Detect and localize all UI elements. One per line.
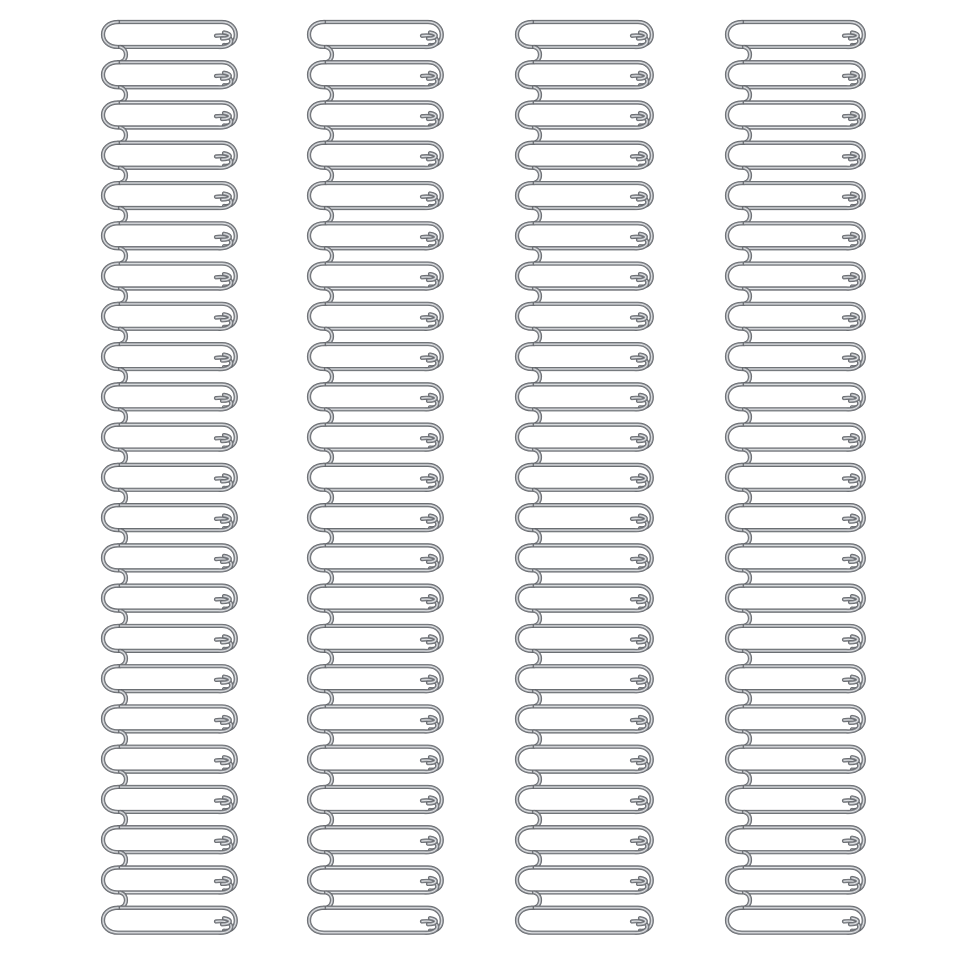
wire-loop [517,706,652,746]
wire-loop [103,747,236,787]
wire-loop [309,908,442,933]
wire-loop [309,223,442,263]
wire-loop [103,827,236,867]
wire-loop [309,706,442,746]
wire-loop [103,384,236,424]
wire-loop [103,344,236,384]
wire-loop [727,223,864,263]
wire-loop [727,143,864,183]
wire-loop [727,827,864,867]
wire-loop [103,183,236,223]
wire-loop [309,22,442,62]
wire-loop [517,384,652,424]
wire-spine [103,22,236,933]
wire-loop [309,425,442,465]
wire-loop [517,143,652,183]
wire-loop [517,62,652,102]
wire-loop [103,465,236,505]
wire-loop [103,626,236,666]
wire-loop [727,908,864,933]
wire-loop [727,787,864,827]
wire-loop [309,264,442,304]
wire-loop [517,908,652,933]
wire-loop [103,223,236,263]
wire-loop [517,103,652,143]
wire-loop [517,304,652,344]
wire-loop [727,706,864,746]
wire-loop [103,143,236,183]
wire-loop [727,344,864,384]
wire-loop [727,62,864,102]
wire-loop [727,666,864,706]
wire-loop [517,827,652,867]
wire-loop [309,787,442,827]
wire-loop [103,787,236,827]
wire-loop [309,143,442,183]
wire-loop [727,425,864,465]
wire-loop [727,867,864,907]
wire-loop [727,22,864,62]
wire-loop [103,706,236,746]
wire-loop [727,586,864,626]
wire-loop [103,666,236,706]
wire-loop [309,666,442,706]
wire-loop [517,344,652,384]
wire-loop [309,304,442,344]
wire-loop [309,626,442,666]
wire-spine [727,22,864,933]
wire-loop [517,264,652,304]
wire-loop [727,183,864,223]
wire-loop [517,545,652,585]
wire-loop [517,787,652,827]
wire-loop [517,465,652,505]
wire-loop [517,425,652,465]
wire-loop [727,505,864,545]
wire-loop [727,304,864,344]
wire-loop [517,22,652,62]
wire-loop [309,344,442,384]
wire-spine [309,22,442,933]
wire-loop [517,626,652,666]
wire-loop [517,223,652,263]
wire-loop [309,62,442,102]
wire-loop [727,545,864,585]
wire-loop [727,264,864,304]
wire-loop [309,545,442,585]
wire-loop [517,586,652,626]
wire-loop [727,626,864,666]
wire-loop [103,425,236,465]
wire-loop [517,183,652,223]
wire-loop [309,103,442,143]
wire-loop [517,505,652,545]
wire-loop [309,586,442,626]
wire-loop [103,867,236,907]
wire-loop [103,103,236,143]
wire-loop [309,867,442,907]
wire-loop [309,827,442,867]
wire-loop [727,384,864,424]
wire-loop [103,908,236,933]
wire-loop [727,103,864,143]
wire-loop [103,304,236,344]
wire-loop [103,545,236,585]
wire-loop [517,867,652,907]
wire-loop [727,465,864,505]
wire-loop [103,22,236,62]
wire-loop [517,747,652,787]
wire-loop [103,505,236,545]
wire-loop [103,586,236,626]
wire-loop [103,62,236,102]
wire-spine [517,22,652,933]
wire-loop [309,465,442,505]
wire-loop [517,666,652,706]
wire-loop [103,264,236,304]
wire-loop [309,747,442,787]
wire-loop [309,384,442,424]
wire-loop [309,505,442,545]
wire-loop [727,747,864,787]
wire-loop [309,183,442,223]
